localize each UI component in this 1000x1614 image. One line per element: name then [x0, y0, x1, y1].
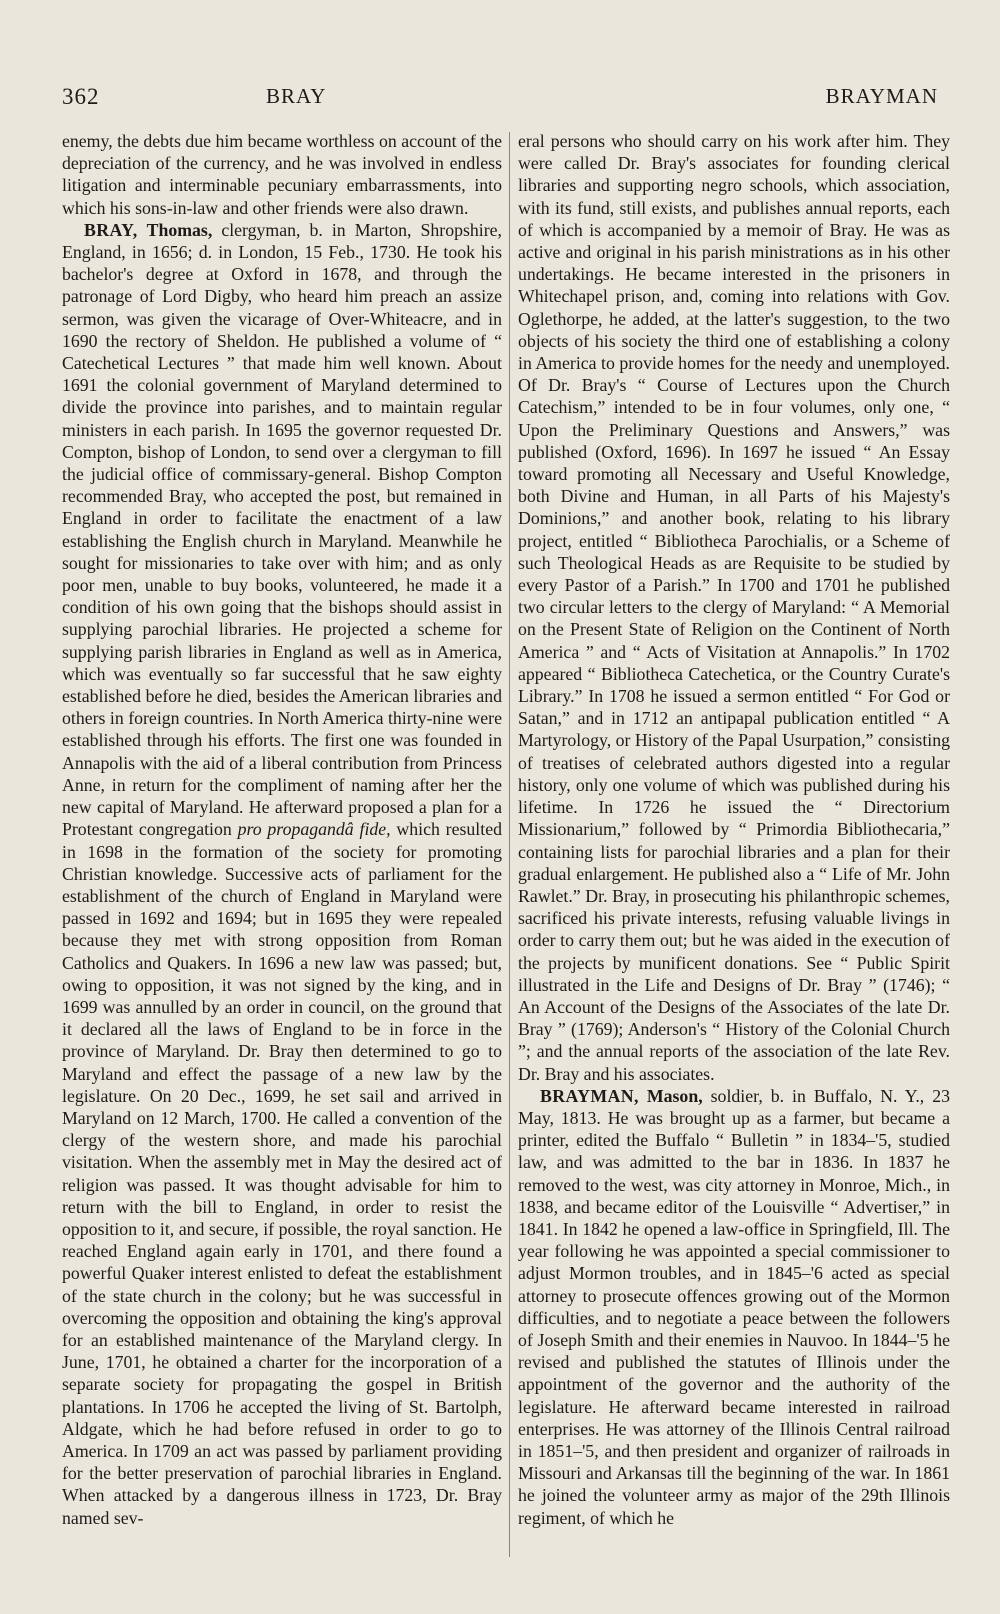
page-number: 362: [62, 84, 100, 109]
running-header: [62, 84, 938, 118]
entry-headword: BRAYMAN,: [540, 1085, 639, 1106]
right-column: [518, 130, 950, 1570]
entry-text-continued: which resulted in 1698 in the formation of the society for promoting Christian knowledge. Successive acts of parliament for the establishment of the church of England in Maryland were passed in 1692 and 1694; but in 1695 they were repealed because they met with strong opposition from Roman Catholics and Quakers. In 1696 a new law was passed; but, owing to opposition, it was not signed by the king, and in 1699 was annulled by an order in council, on the ground that it declared all the laws of England to be in force in the province of Maryland. Dr. Bray then determined to go to Maryland and effect the passage of a new law by the legislature. On 20 Dec., 1699, he set sail and arrived in Maryland on 12 March, 1700. He called a convention of the clergy of the western shore, and made his parochial visitation. When the assembly met in May the desired act of religion was passed. It was thought advisable for him to return with the bill to England, in order to resist the opposition to it, and secure, if possible, the royal sanction. He reached England again early in 1701, and there found a powerful Quaker interest enlisted to defeat the establishment of the state church in the colony; but he was successful in overcoming the opposition and obtaining the king's approval for an established maintenance of the Maryland clergy. In June, 1701, he obtained a charter for the incorporation of a separate society for propagating the gospel in British plantations. In 1706 he accepted the living of St. Bartolph, Aldgate, which he had before refused in order to go to America. In 1709 an act was passed by parliament providing for the better preservation of parochial libraries in England. When attacked by a dangerous illness in 1723, Dr. Bray named sev-: [62, 819, 502, 1528]
entry-text: soldier, b. in Buffalo, N. Y., 23 May, 1813. He was brought up as a farmer, but became a printer, edited the Buffalo “ Bulletin ” in 1834–'5, studied law, and was admitted to the bar in 1836. In 1837 he removed to the west, was city attorney in Monroe, Mich., in 1838, and became editor of the Louisville “ Advertiser,” in 1841. In 1842 he opened a law-office in Springfield, Ill. The year following he was appointed a special commissioner to adjust Mormon troubles, and in 1845–'6 acted as special attorney to prosecute offences growing out of the Mormon difficulties, and to negotiate a peace between the followers of Joseph Smith and their enemies in Nauvoo. In 1844–'5 he revised and published the statutes of Illinois under the appointment of the governor and the authority of the legislature. He afterward became interested in railroad enterprises. He was attorney of the Illinois Central railroad in 1851–'5, and then president and organizer of railroads in Missouri and Arkansas till the beginning of the war. In 1861 he joined the volunteer army as major of the 29th Illinois regiment, of which he: [518, 1085, 950, 1528]
left-column: [62, 130, 502, 1570]
previous-entry-continuation: enemy, the debts due him became worthless on account of the depreciation of the currency, and he was involved in endless litigation and interminable pecuniary embarrassments, into which his sons-in-law and other friends were also drawn.: [62, 131, 502, 218]
entry-text: clergyman, b. in Marton, Shropshire, England, in 1656; d. in London, 15 Feb., 1730. He took his bachelor's degree at Oxford in 1678, and through the patronage of Lord Digby, who heard him preach an assize sermon, was given the vicarage of Over-Whiteacre, and in 1690 the rectory of Sheldon. He published a volume of “ Catechetical Lectures ” that made him well known. About 1691 the colonial government of Maryland determined to divide the province into parishes, and to maintain regular ministers in each parish. In 1695 the governor requested Dr. Compton, bishop of London, to send over a clergyman to fill the judicial office of commissary-general. Bishop Compton recommended Bray, who accepted the post, but remained in England in order to facilitate the enactment of a law establishing the English church in Maryland. Meanwhile he sought for missionaries to take over with him; and as only poor men, unable to buy books, volunteered, he made it a condition of his own going that the bishops should assist in supplying parochial libraries. He projected a scheme for supplying parish libraries in England as well as in America, which was eventually so far successful that he saw eighty established before he died, besides the American libraries and others in foreign countries. In North America thirty-nine were established through his efforts. The first one was founded in Annapolis with the aid of a liberal contribution from Princess Anne, in return for the compliment of naming after her the new capital of Maryland. He afterward proposed a plan for a Protestant congregation: [62, 219, 502, 840]
entry-forename: Thomas,: [146, 219, 213, 240]
entry-forename: Mason,: [646, 1085, 703, 1106]
entry-italic-phrase: pro propagandâ fide,: [237, 819, 391, 840]
left-running-head: BRAY: [266, 84, 327, 108]
column-divider: [509, 132, 510, 1557]
bray-entry-continuation: eral persons who should carry on his work after him. They were called Dr. Bray's associates for founding clerical libraries and supporting negro schools, which association, with its fund, still exists, and publishes annual reports, each of which is accompanied by a memoir of Bray. He was as active and original in his parish ministrations as in his other undertakings. He became interested in the prisoners in Whitechapel prison, and, coming into relations with Gov. Oglethorpe, he added, at the latter's suggestion, to the two objects of his society the third one of establishing a colony in America to provide homes for the needy and unemployed. Of Dr. Bray's “ Course of Lectures upon the Church Catechism,” intended to be in four volumes, only one, “ Upon the Preliminary Questions and Answers,” was published (Oxford, 1696). In 1697 he issued “ An Essay toward promoting all Necessary and Useful Knowledge, both Divine and Human, in all Parts of his Majesty's Dominions,” and another book, relating to his library project, entitled “ Bibliotheca Parochialis, or a Scheme of such Theological Heads as are Requisite to be studied by every Pastor of a Parish.” In 1700 and 1701 he published two circular letters to the clergy of Maryland: “ A Memorial on the Present State of Religion on the Continent of North America ” and “ Acts of Visitation at Annapolis.” In 1702 appeared “ Bibliotheca Catechetica, or the Country Curate's Library.” In 1708 he issued a sermon entitled “ For God or Satan,” and in 1712 an antipapal publication entitled “ A Martyrology, or History of the Papal Usurpation,” consisting of treatises of celebrated authors digested into a regular history, only one volume of which was published during his lifetime. In 1726 he issued the “ Directorium Missionarium,” followed by “ Primordia Bibliothecaria,” containing lists for parochial libraries and a plan for their gradual enlargement. He published also a “ Life of Mr. John Rawlet.” Dr. Bray, in prosecuting his philanthropic schemes, sacrificed his private interests, refusing valuable livings in order to carry them out; but he was aided in the execution of the projects by munificent donations. See “ Public Spirit illustrated in the Life and Designs of Dr. Bray ” (1746); “ An Account of the Designs of the Associates of the late Dr. Bray ” (1769); Anderson's “ History of the Colonial Church ”; and the annual reports of the association of the late Rev. Dr. Bray and his associates.: [518, 131, 950, 1084]
entry-bray-thomas: [62, 219, 502, 1529]
right-running-head: BRAYMAN: [825, 84, 938, 108]
entry-brayman-mason: [518, 1085, 950, 1529]
entry-headword: BRAY,: [84, 219, 138, 240]
